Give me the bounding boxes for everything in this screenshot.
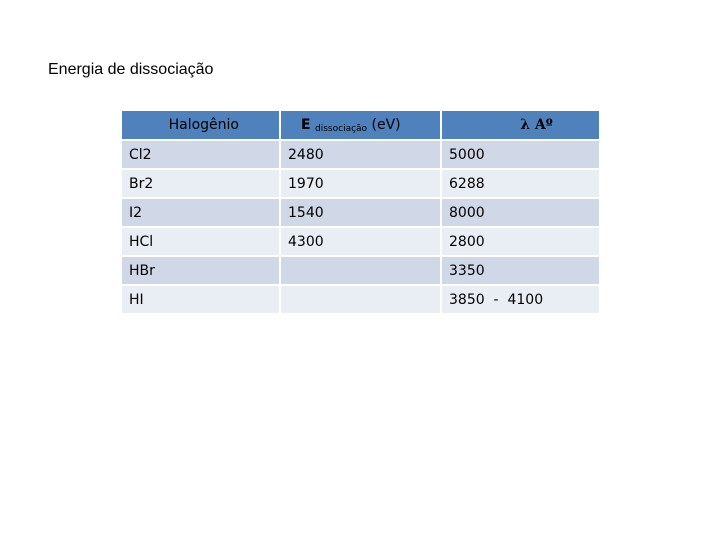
cell-energy bbox=[280, 256, 441, 285]
cell-energy: 4300 bbox=[280, 227, 441, 256]
header-energy-symbol: E bbox=[301, 116, 311, 133]
table-row bbox=[121, 169, 600, 198]
cell-halogen: Br2 bbox=[121, 169, 280, 198]
table-row bbox=[121, 227, 600, 256]
cell-wavelength: 3350 bbox=[441, 256, 600, 285]
header-energy-unit: (eV) bbox=[371, 116, 401, 133]
dissociation-table bbox=[120, 109, 601, 315]
cell-wavelength: 2800 bbox=[441, 227, 600, 256]
table-row bbox=[121, 140, 600, 169]
header-energy-subscript: dissociação bbox=[315, 123, 368, 134]
cell-wavelength: 6288 bbox=[441, 169, 600, 198]
cell-halogen: HI bbox=[121, 285, 280, 314]
cell-energy: 1540 bbox=[280, 198, 441, 227]
cell-halogen: I2 bbox=[121, 198, 280, 227]
cell-wavelength: 3850 - 4100 bbox=[441, 285, 600, 314]
cell-energy bbox=[280, 285, 441, 314]
header-wavelength: λ Aº bbox=[441, 110, 600, 140]
header-energy bbox=[280, 110, 441, 140]
cell-energy: 1970 bbox=[280, 169, 441, 198]
cell-energy: 2480 bbox=[280, 140, 441, 169]
cell-wavelength: 5000 bbox=[441, 140, 600, 169]
cell-halogen: Cl2 bbox=[121, 140, 280, 169]
table-row bbox=[121, 198, 600, 227]
header-halogen: Halogênio bbox=[121, 110, 280, 140]
cell-wavelength: 8000 bbox=[441, 198, 600, 227]
cell-halogen: HCl bbox=[121, 227, 280, 256]
cell-halogen: HBr bbox=[121, 256, 280, 285]
slide-title: Energia de dissociação bbox=[48, 61, 214, 78]
table-row bbox=[121, 285, 600, 314]
table-row bbox=[121, 256, 600, 285]
table-header-row bbox=[121, 110, 600, 140]
